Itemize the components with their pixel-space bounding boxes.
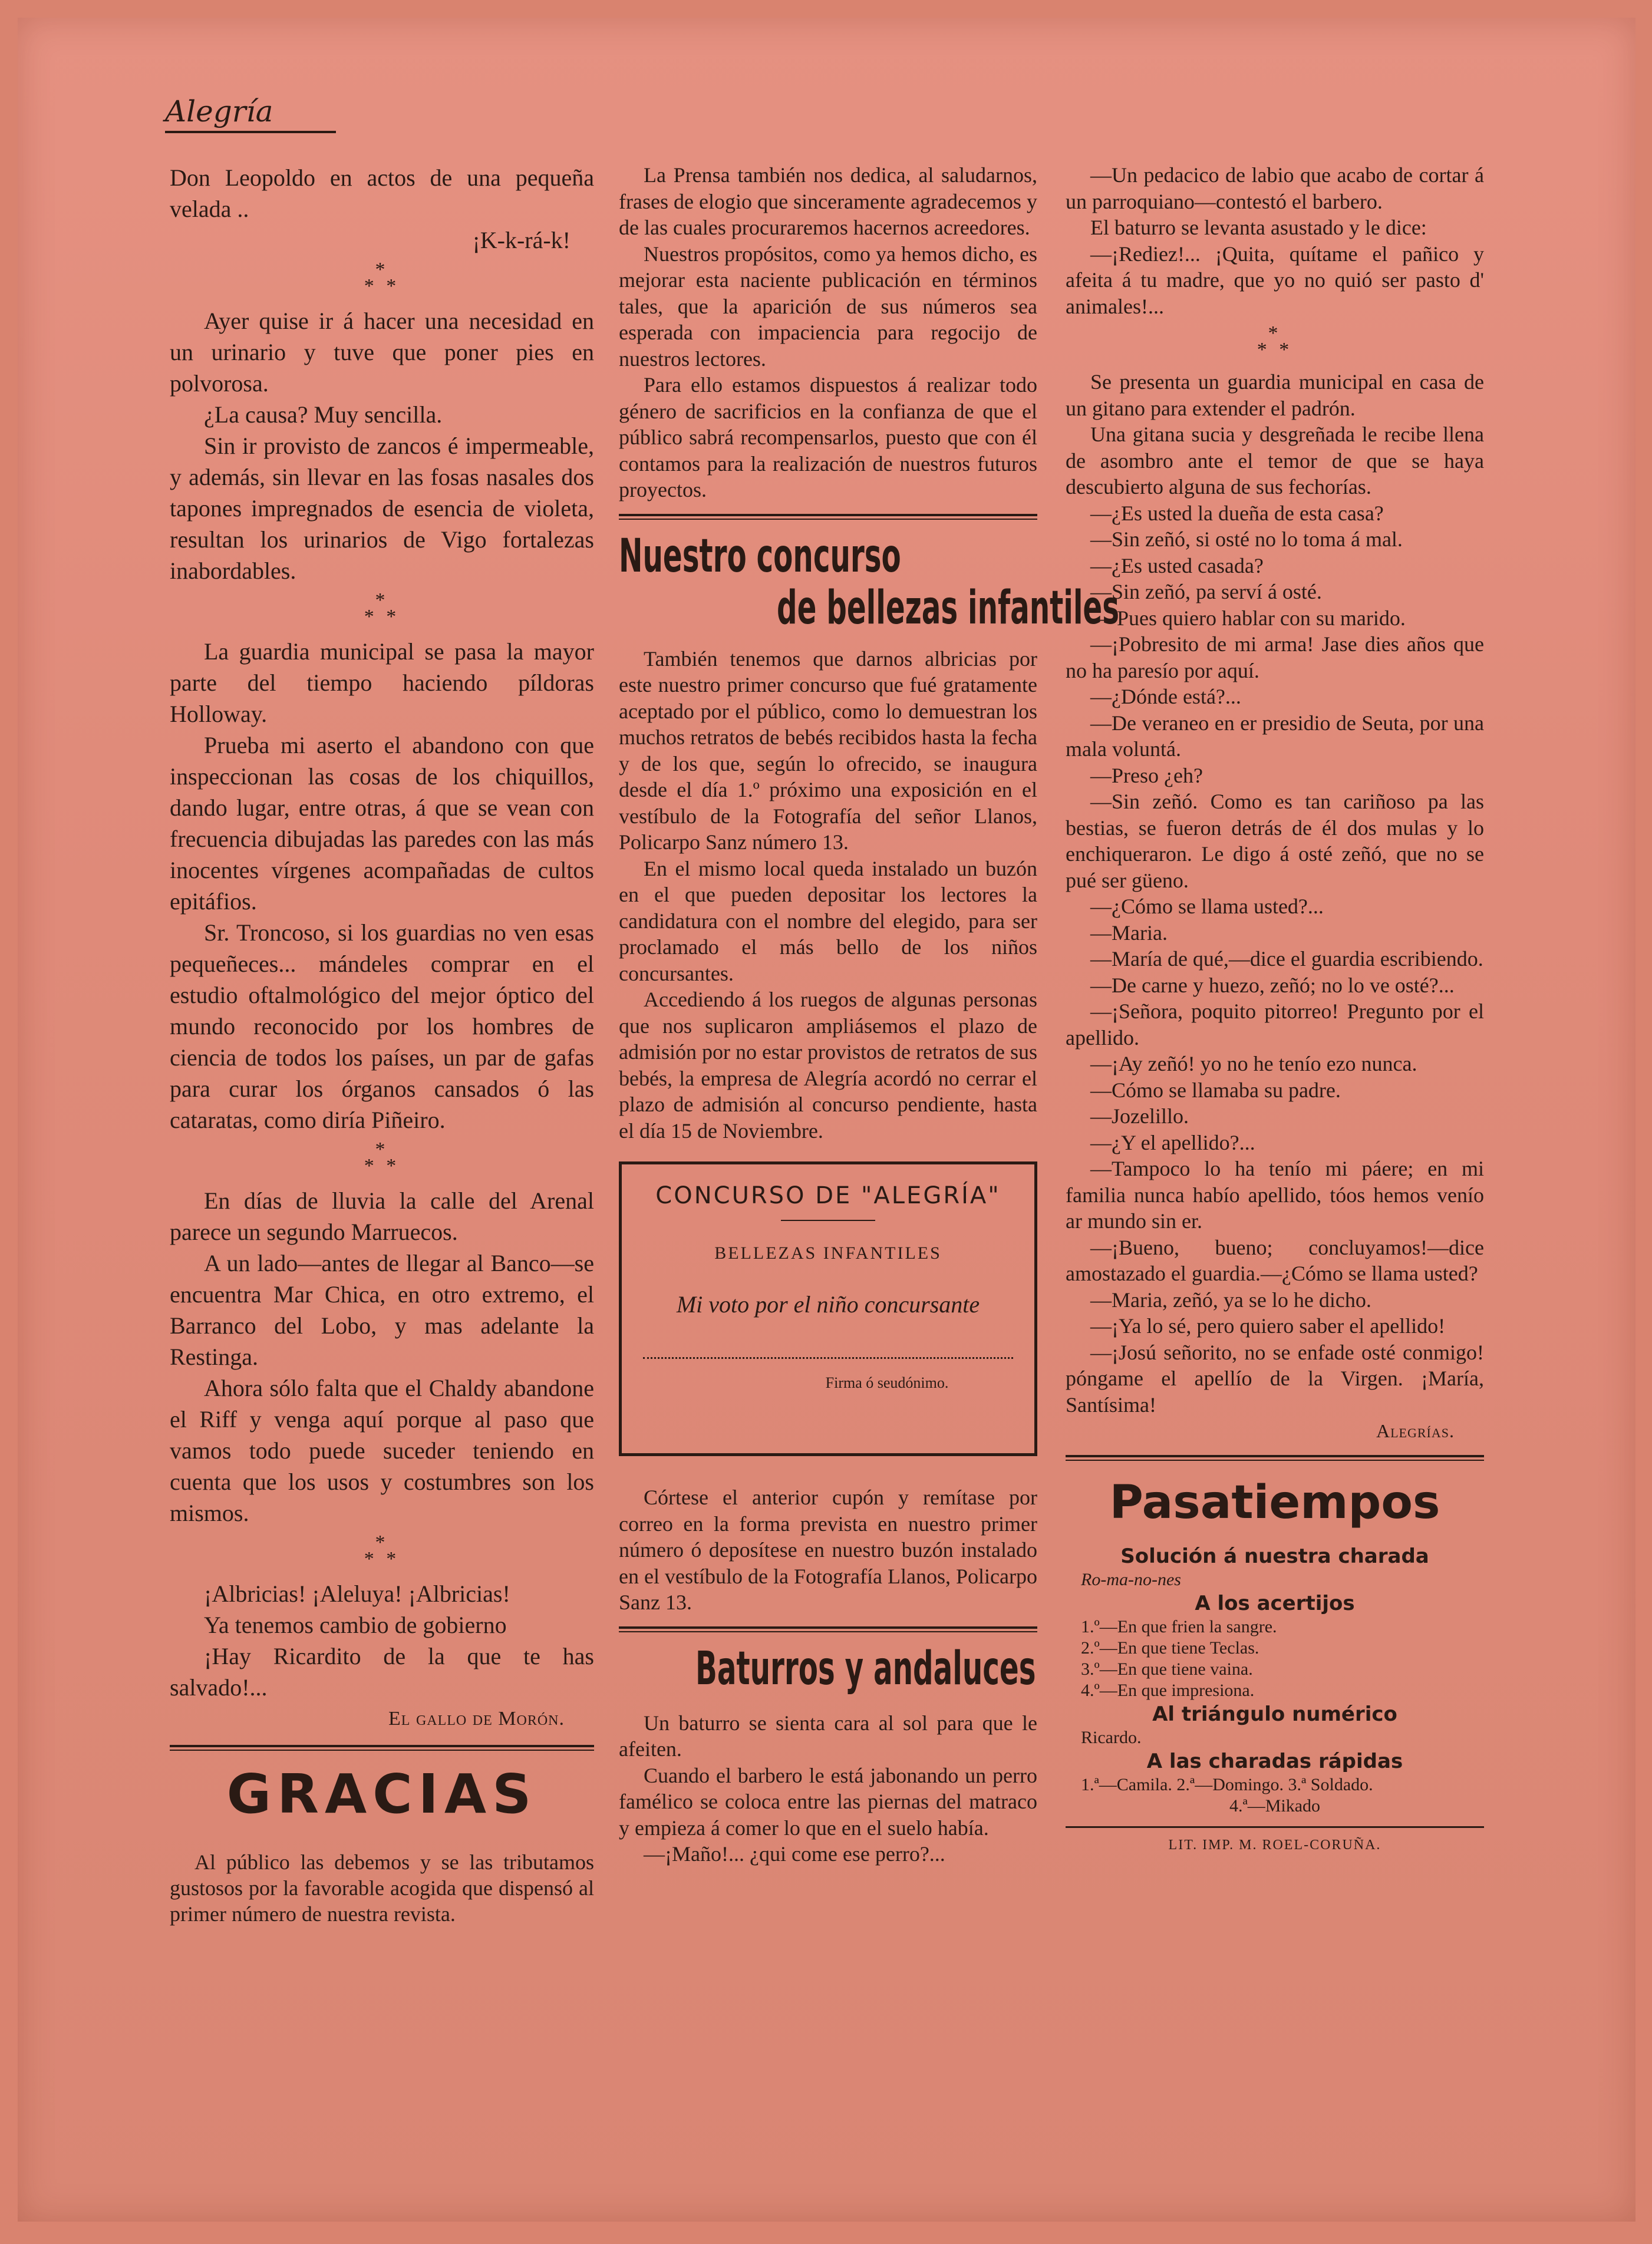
c3-paragraph: —¿Es usted la dueña de esta casa? xyxy=(1090,501,1384,525)
triangulo-answer: Ricardo. xyxy=(1081,1727,1142,1747)
bottom-rule xyxy=(1066,1826,1484,1828)
c3-paragraph: —Maria. xyxy=(1090,920,1168,945)
signature-gallo: El gallo de Morón. xyxy=(388,1708,565,1730)
acertijo-answer: 3.º—En que tiene vaina. xyxy=(1081,1659,1253,1679)
c3-paragraph: —¡Ya lo sé, pero quiero saber el apellido! xyxy=(1090,1314,1446,1338)
c2-paragraph: Accediendo á los ruegos de algunas personas que nos suplicaron ampliásemos el plazo de admisión por no estar provistos de retratos de sus bebés, la empresa de Alegría acordó no cerrar el plazo de admisión al concurso pendiente, hasta el día 15 de Noviembre. xyxy=(619,988,1037,1143)
c3-paragraph: —¿Dónde está?... xyxy=(1090,685,1241,708)
solution-charada-answer: Ro-ma-no-nes xyxy=(1081,1569,1181,1589)
c3-paragraph: —¡Ay zeñó! yo no he tenío ezo nunca. xyxy=(1090,1052,1417,1075)
asterism-separator: * * * xyxy=(364,1532,400,1570)
baturros-heading: Baturros y andaluces xyxy=(695,1642,1036,1695)
printer-imprint: LIT. IMP. M. ROEL-CORUÑA. xyxy=(1168,1837,1381,1853)
gracias-heading: GRACIAS xyxy=(226,1763,538,1826)
c3-paragraph: Se presenta un guardia municipal en casa de un gitano para extender el padrón. xyxy=(1066,370,1484,420)
c3-paragraph: — Pues quiero hablar con su marido. xyxy=(1090,606,1406,630)
c2-paragraph: Cuando el barbero le está jabonando un perro famélico se coloca entre las piernas del matraco y empieza á comer lo que en el suelo había. xyxy=(619,1763,1037,1840)
c3-paragraph: —¡Josú señorito, no se enfade osté conmigo! póngame el apellío de la Virgen. ¡María, Santísima! xyxy=(1066,1340,1484,1417)
charadas-rapidas-heading: A las charadas rápidas xyxy=(1146,1749,1403,1773)
coupon-signature-label: Firma ó seudónimo. xyxy=(825,1374,949,1391)
c3-paragraph: —De carne y huezo, zeñó; no lo ve osté?... xyxy=(1090,973,1455,997)
header-rule xyxy=(165,131,336,133)
c3-paragraph: —Sin zeñó. Como es tan cariñoso pa las bestias, se fueron detrás de él dos mulas y lo enchiqueraron. Le digo á osté zeñó, que no se pué ser güeno. xyxy=(1066,790,1484,892)
c1-paragraph: A un lado—antes de llegar al Banco—se encuentra Mar Chica, en otro extremo, el Barranco del Lobo, y mas adelante la Restinga. xyxy=(170,1250,594,1370)
c3-paragraph: —¡Bueno, bueno; concluyamos!—dice amostazado el guardia.—¿Cómo se llama usted? xyxy=(1066,1235,1484,1285)
c3-paragraph: —Maria, zeñó, ya se lo he dicho. xyxy=(1090,1288,1371,1312)
coupon-vote-label: Mi voto por el niño concursante xyxy=(676,1291,980,1318)
c3-paragraph: —Sin zeñó, si osté no lo toma á mal. xyxy=(1090,527,1403,551)
coupon-title: CONCURSO DE "ALEGRÍA" xyxy=(655,1182,1001,1209)
c3-paragraph: —¿Y el apellido?... xyxy=(1090,1130,1255,1154)
charadas-rapidas-answers: 4.ª—Mikado xyxy=(1229,1796,1321,1816)
acertijo-answer: 1.º—En que frien la sangre. xyxy=(1081,1616,1277,1636)
c2-paragraph: —¡Maño!... ¿qui come ese perro?... xyxy=(644,1842,945,1866)
acertijo-answer: 2.º—En que tiene Teclas. xyxy=(1081,1638,1259,1658)
c3-paragraph: —Jozelillo. xyxy=(1090,1104,1189,1128)
c1-exclamation: ¡K-k-rá-k! xyxy=(472,227,571,253)
c3-paragraph: Una gitana sucia y desgreñada le recibe llena de asombro ante el temor de que se haya descubierto alguna de sus fechorías. xyxy=(1066,423,1484,499)
asterism-separator: * * * xyxy=(364,259,400,297)
triangulo-heading: Al triángulo numérico xyxy=(1152,1702,1397,1726)
c3-paragraph: —Preso ¿eh? xyxy=(1090,763,1203,787)
concurso-heading-line2: de bellezas infantiles xyxy=(777,581,1119,635)
c3-paragraph: —¿Cómo se llama usted?... xyxy=(1090,895,1324,918)
acertijos-heading: A los acertijos xyxy=(1195,1591,1355,1615)
double-rule xyxy=(619,514,1037,520)
c3-paragraph: —Cómo se llamaba su padre. xyxy=(1090,1078,1341,1102)
header-title: Alegría xyxy=(165,94,273,128)
signature-alegrias: Alegrías. xyxy=(1376,1420,1455,1441)
newspaper-page xyxy=(18,18,1635,2222)
c3-paragraph: —Sin zeñó, pa serví á osté. xyxy=(1090,580,1322,603)
double-rule xyxy=(170,1745,594,1751)
c3-paragraph: —Tampoco lo ha tenío mi páere; en mi familia nunca habío apellido, tóos hemos venío ar mundo sin er. xyxy=(1066,1157,1484,1233)
c3-paragraph: —De veraneo en er presidio de Seuta, por una mala voluntá. xyxy=(1066,711,1484,761)
c2-paragraph: Nuestros propósitos, como ya hemos dicho, es mejorar esta naciente publicación en términos tales, que la aparición de sus números sea esperada con impaciencia para regocijo de nuestros lectores. xyxy=(619,242,1037,371)
coupon-subtitle: BELLEZAS INFANTILES xyxy=(714,1243,942,1263)
concurso-heading-line1: Nuestro concurso xyxy=(619,529,901,583)
c1-paragraph: ¿La causa? Muy sencilla. xyxy=(204,401,443,428)
c3-paragraph: —¡Pobresito de mi arma! Jase dies años que no ha paresío por aquí. xyxy=(1066,632,1484,682)
asterism-separator: * * * xyxy=(1257,322,1293,361)
c1-paragraph: Ya tenemos cambio de gobierno xyxy=(204,1612,507,1638)
c2-paragraph: Un baturro se sienta cara al sol para que le afeiten. xyxy=(619,1711,1037,1761)
c2-paragraph: Para ello estamos dispuestos á realizar todo género de sacrificios en la confianza de que el público sabrá recompensarlos, puesto que con él contamos para la realización de nuestros futuros proyectos. xyxy=(619,373,1037,501)
c3-paragraph: —¿Es usted casada? xyxy=(1090,553,1264,578)
c3-paragraph: —María de qué,—dice el guardia escribiendo. xyxy=(1090,947,1483,971)
acertijo-answer: 4.º—En que impresiona. xyxy=(1081,1680,1255,1700)
voting-coupon[interactable] xyxy=(619,1161,1037,1456)
c3-paragraph: —Un pedacico de labio que acabo de cortar á un parroquiano—contestó el barbero. xyxy=(1066,163,1484,213)
c2-paragraph: Córtese el anterior cupón y remítase por correo en la forma prevista en nuestro primer número ó deposítese en nuestro buzón instalado en el vestíbulo de la Fotografía Llanos, Policarpo Sanz 13. xyxy=(619,1486,1037,1614)
c1-paragraph: Sr. Troncoso, si los guardias no ven esas pequeñeces... mándeles comprar en el estudio oftalmológico del mejor óptico del mundo reconocido por los hombres de ciencia de todos los países, un par de gafas para curar los órganos cansados ó las cataratas, como diría Piñeiro. xyxy=(170,919,594,1133)
c1-paragraph: La guardia municipal se pasa la mayor parte del tiempo haciendo píldoras Holloway. xyxy=(170,638,594,727)
c1-paragraph: ¡Hay Ricardito de la que te has salvado!... xyxy=(170,1643,594,1701)
c1-paragraph: En días de lluvia la calle del Arenal parece un segundo Marruecos. xyxy=(170,1187,594,1245)
c1-paragraph: Ayer quise ir á hacer una necesidad en un urinario y tuve que poner pies en polvorosa. xyxy=(170,308,594,397)
pasatiempos-heading: Pasatiempos xyxy=(1109,1476,1440,1529)
asterism-separator: * * * xyxy=(364,1138,400,1177)
page-header xyxy=(165,94,342,128)
c1-paragraph: Prueba mi aserto el abandono con que inspeccionan las cosas de los chiquillos, dando lugar, entre otras, á que se vean con frecuencia dibujadas las paredes con las más inocentes vírgenes acompañadas de cultos epitáfios. xyxy=(170,732,594,915)
coupon-name-line[interactable] xyxy=(643,1357,1013,1359)
gracias-text: Al público las debemos y se las tributamos gustosos por la favorable acogida que dispensó al primer número de nuestra revista. xyxy=(170,1850,594,1926)
charadas-rapidas-answers: 1.ª—Camila. 2.ª—Domingo. 3.ª Soldado. xyxy=(1081,1774,1373,1794)
solution-charada-heading: Solución á nuestra charada xyxy=(1120,1544,1429,1568)
double-rule xyxy=(619,1626,1037,1632)
c3-paragraph: —¡Rediez!... ¡Quita, quítame el pañico y afeita á tu madre, que yo no quió ser pasto d' animales!... xyxy=(1066,242,1484,318)
column-3 xyxy=(1066,162,1484,1853)
c1-paragraph: Sin ir provisto de zancos é impermeable, y además, sin llevar en las fosas nasales dos tapones impregnados de esencia de violeta, resultan los urinarios de Vigo fortalezas inabordables. xyxy=(170,433,594,584)
c2-paragraph: También tenemos que darnos albricias por este nuestro primer concurso que fué gratamente aceptado por el público, como lo demuestran los muchos retratos de bebés recibidos hasta la fecha y de los que, según lo ofrecido, se inaugura desde el día 1.º próximo una exposición en el vestíbulo de la Fotografía del señor Llanos, Policarpo Sanz número 13. xyxy=(619,646,1037,854)
column-1 xyxy=(170,162,594,1927)
c1-paragraph: ¡Albricias! ¡Aleluya! ¡Albricias! xyxy=(204,1580,510,1607)
c2-paragraph: La Prensa también nos dedica, al saludarnos, frases de elogio que sinceramente agradecemos y de las cuales procuraremos hacernos acreedores. xyxy=(619,163,1037,239)
asterism-separator: * * * xyxy=(364,589,400,628)
c3-paragraph: El baturro se levanta asustado y le dice: xyxy=(1090,216,1427,239)
coupon-rule xyxy=(781,1220,875,1221)
c1-paragraph: Ahora sólo falta que el Chaldy abandone el Riff y venga aquí porque al paso que vamos todo puede suceder teniendo en cuenta que los usos y costumbres son los mismos. xyxy=(170,1375,594,1526)
c2-paragraph: En el mismo local queda instalado un buzón en el que pueden depositar los lectores la candidatura con el nombre del elegido, para ser proclamado el más bello de los niños concursantes. xyxy=(619,856,1037,985)
c3-paragraph: —¡Señora, poquito pitorreo! Pregunto por el apellido. xyxy=(1066,999,1484,1050)
double-rule xyxy=(1066,1455,1484,1461)
c1-paragraph: Don Leopoldo en actos de una pequeña velada .. xyxy=(170,164,594,222)
